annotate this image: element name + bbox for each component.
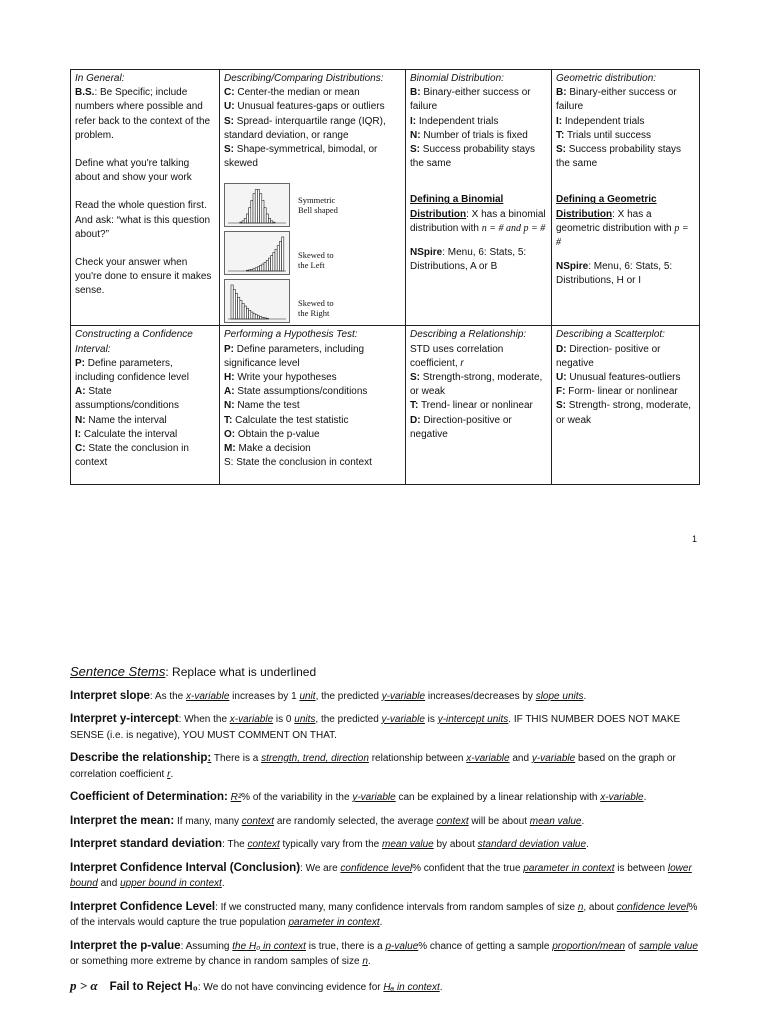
histogram-skewed-right-icon: [225, 280, 289, 322]
histogram-symmetric-icon: [225, 184, 289, 226]
stem-confidence-level: Interpret Confidence Level: If we constructed many, many confidence intervals from random samples of size n, about confidence level% of the intervals would capture the true population parameter in context.: [70, 900, 698, 928]
confidence-cell: Constructing a Confidence Interval: P: Define parameters, including confidence level A: State assumptions/conditions N: Name the interval I: Calculate the interval C: State the conclusion in context: [71, 326, 220, 485]
stem-slope: Interpret slope: As the x-variable increases by 1 unit, the predicted y-variable increases/decreases by slope units.: [70, 689, 587, 702]
summary-table: [70, 69, 700, 485]
stem-p-value: Interpret the p-value: Assuming the H₀ in context is true, there is a p-value% chance of getting a sample proportion/mean of sample value or something more extreme by chance in random samples of size n.: [70, 939, 698, 967]
scatterplot-heading: Describing a Scatterplot:: [556, 329, 665, 341]
geometric-definition: Defining a Geometric Distribution: X has a geometric distribution with p = #: [556, 194, 689, 249]
stem-mean: Interpret the mean: If many, many context are randomly selected, the average context will be about mean value.: [70, 814, 585, 827]
stem-intercept: Interpret y-intercept: When the x-variable is 0 units, the predicted y-variable is y-intercept units. IF THIS NUMBER DOES NOT MAKE SENSE (i.e. is negative), YOU MUST COMMENT ON THAT.: [70, 713, 681, 741]
geometric-nspire: NSpire: Menu, 6: Stats, 5: Distributions, H or I: [556, 261, 673, 287]
page-number: 1: [692, 534, 698, 544]
binomial-cell: Binomial Distribution: B: Binary-either success or failure I: Independent trials N: Number of trials is fixed S: Success probability stays the same Defining a Binomial Distribution: X has a binomial distribution with n = # and p = # NSpire: Menu, 6: Stats, 5: Distributions, A or B: [406, 70, 552, 326]
distributions-cell: Describing/Comparing Distributions: C: Center-the median or mean U: Unusual features-gaps or outliers S: Spread- interquartile range (IQR), standard deviation, or range S: Shape-symmetrical, bimodal, or skewed Symmetric Bell shaped Skewed to the Left Skewed to the Right: [220, 70, 406, 326]
general-check: Check your answer when you're done to ensure it makes sense.: [75, 257, 212, 297]
shape-right: Skewed to the Right: [224, 279, 401, 323]
stem-determination: Coefficient of Determination: R²% of the variability in the y-variable can be explained by a linear relationship with x-variable.: [70, 791, 647, 803]
stems-title: Sentence Stems: Replace what is underlined: [70, 664, 317, 679]
distributions-heading: Describing/Comparing Distributions:: [224, 73, 384, 84]
binomial-heading: Binomial Distribution:: [410, 73, 504, 84]
stem-relationship: Describe the relationship: There is a strength, trend, direction relationship between x-variable and y-variable based on the graph or correlation coefficient r.: [70, 752, 676, 780]
hypothesis-cell: Performing a Hypothesis Test: P: Define parameters, including significance level H: Write your hypotheses A: State assumptions/conditions N: Name the test T: Calculate the test statistic O: Obtain the p-value M: Make a decision S: State the conclusion in context: [220, 326, 406, 485]
general-cell: In General: B.S.: Be Specific; include numbers where possible and refer back to the context of the problem. Define what you're talking about and show your work Read the whole question first. And ask: “what is this question about?” Check your answer when you're done to ensure it makes sense.: [71, 70, 220, 326]
shape-left: Skewed to the Left: [224, 231, 401, 275]
sentence-stems: [70, 664, 700, 1003]
relationship-cell: Describing a Relationship: STD uses correlation coefficient, r S: Strength-strong, moderate, or weak T: Trend- linear or nonlinear D: Direction-positive or negative: [406, 326, 552, 485]
geometric-heading: Geometric distribution:: [556, 73, 657, 84]
general-define: Define what you're talking about and show your work: [75, 158, 192, 184]
stem-confidence-interval: Interpret Confidence Interval (Conclusion): We are confidence level% confident that the true parameter in context is between lower bound and upper bound in context.: [70, 861, 692, 889]
geometric-cell: Geometric distribution: B: Binary-either success or failure I: Independent trials T: Trials until success S: Success probability stays the same Defining a Geometric Distribution: X has a geometric distribution with p = # NSpire: Menu, 6: Stats, 5: Distributions, H or I: [552, 70, 700, 326]
histogram-skewed-left-icon: [225, 232, 289, 274]
confidence-heading: Constructing a Confidence Interval:: [75, 329, 193, 355]
hypothesis-heading: Performing a Hypothesis Test:: [224, 329, 358, 341]
binomial-definition: Defining a Binomial Distribution: X has a binomial distribution with n = # and p = #: [410, 194, 546, 234]
relationship-heading: Describing a Relationship:: [410, 329, 527, 341]
stem-sd: Interpret standard deviation: The context typically vary from the mean value by about standard deviation value.: [70, 838, 589, 850]
shape-symmetric: Symmetric Bell shaped: [224, 183, 401, 227]
general-read: Read the whole question first. And ask: “what is this question about?”: [75, 200, 211, 240]
scatterplot-cell: Describing a Scatterplot: D: Direction- positive or negative U: Unusual features-outliers F: Form- linear or nonlinear S: Strength- strong, moderate, or weak: [552, 326, 700, 485]
binomial-nspire: NSpire: Menu, 6: Stats, 5: Distributions, A or B: [410, 247, 527, 273]
general-heading: In General:: [75, 73, 125, 84]
stem-fail-to-reject: p > α Fail to Reject H₀: We do not have convincing evidence for Hₐ in context.: [70, 977, 443, 993]
